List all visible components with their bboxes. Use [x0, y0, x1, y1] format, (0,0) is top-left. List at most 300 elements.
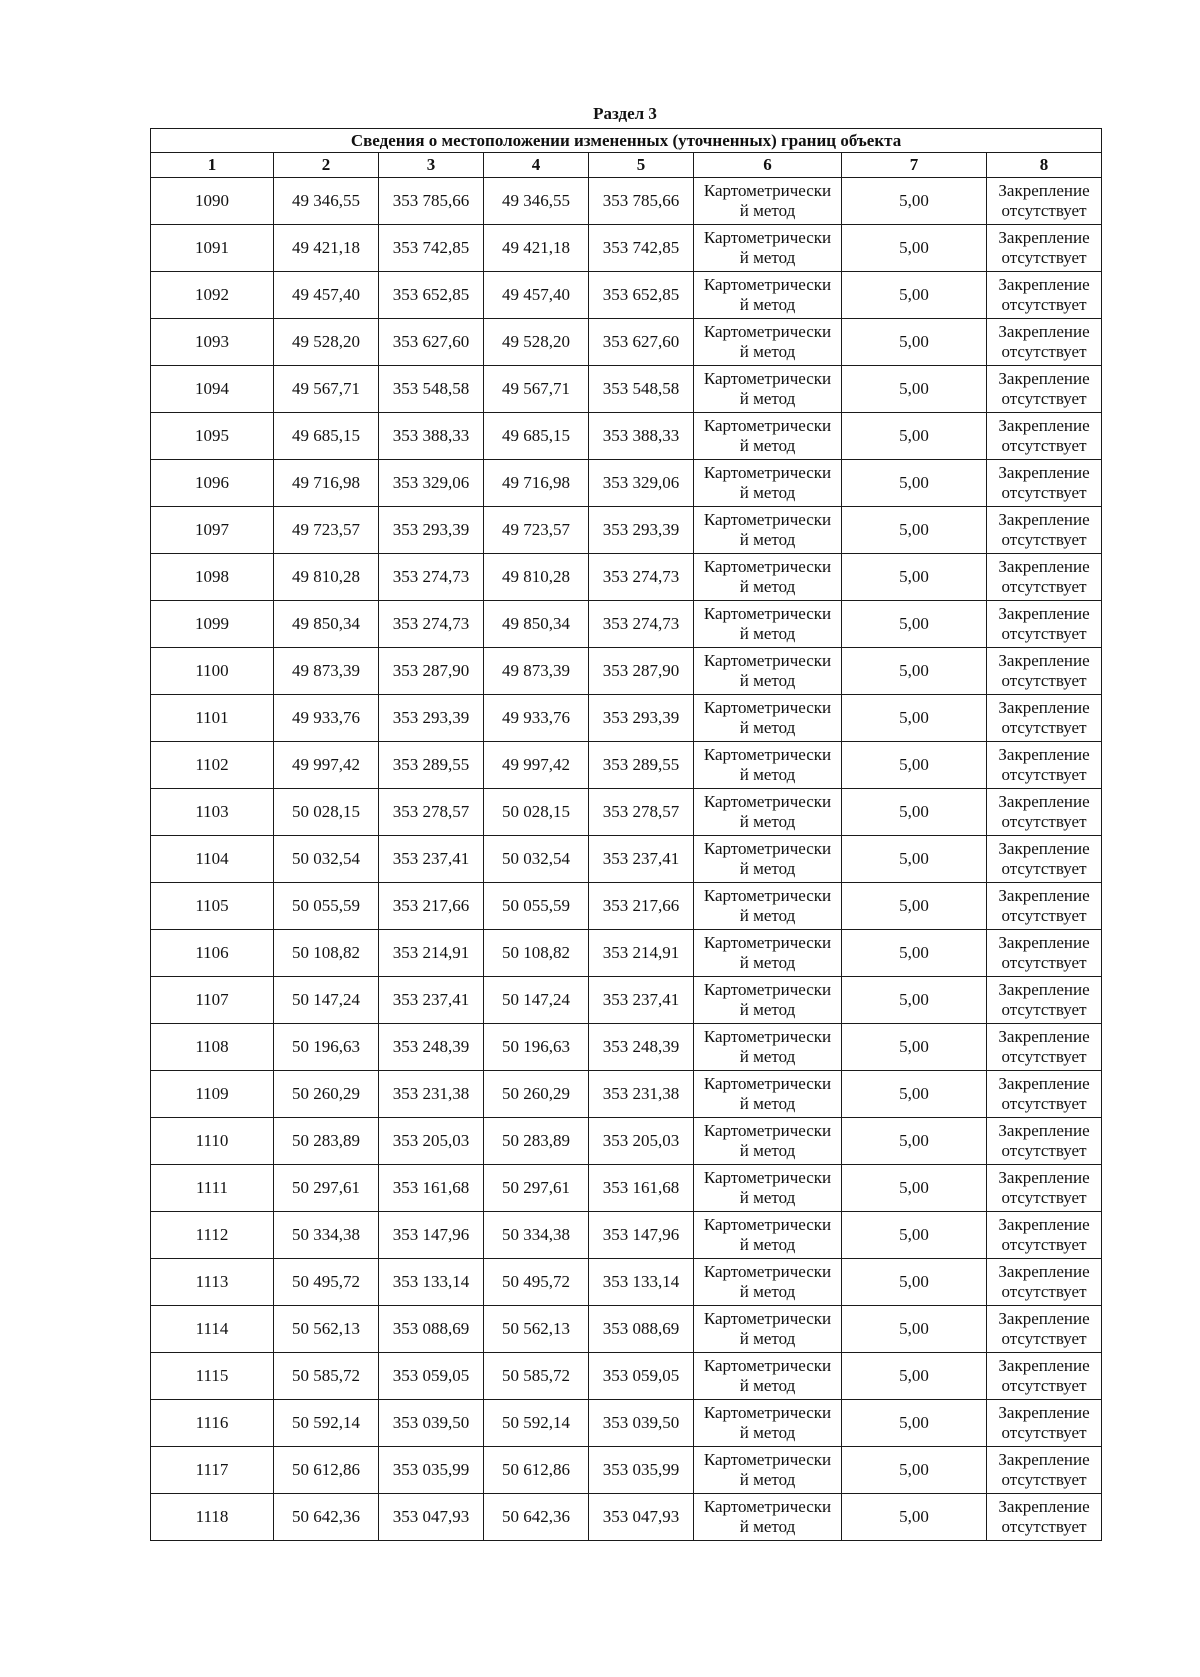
method-text-line: Картометрически [703, 463, 832, 482]
fixing-cell [987, 1165, 1102, 1212]
method-cell [694, 1212, 842, 1259]
existing-x-cell: 50 028,15 [274, 789, 379, 836]
existing-y-cell: 353 088,69 [379, 1306, 484, 1353]
method-text-line: й метод [739, 812, 796, 831]
fixing-cell [987, 1494, 1102, 1541]
existing-y-cell: 353 237,41 [379, 977, 484, 1024]
column-number: 3 [379, 153, 484, 178]
table-row [151, 836, 1102, 883]
existing-x-cell: 49 716,98 [274, 460, 379, 507]
refined-y-cell: 353 287,90 [589, 648, 694, 695]
column-number: 6 [694, 153, 842, 178]
method-text-line: й метод [739, 624, 796, 643]
method-text-line: Картометрически [703, 510, 832, 529]
refined-x-cell: 49 716,98 [484, 460, 589, 507]
existing-x-cell: 50 196,63 [274, 1024, 379, 1071]
point-number-cell: 1100 [151, 648, 274, 695]
method-cell [694, 1400, 842, 1447]
refined-x-cell: 50 108,82 [484, 930, 589, 977]
point-number-cell: 1094 [151, 366, 274, 413]
refined-y-cell: 353 293,39 [589, 695, 694, 742]
accuracy-cell: 5,00 [842, 742, 987, 789]
table-body [151, 178, 1102, 1541]
refined-x-cell: 49 997,42 [484, 742, 589, 789]
accuracy-cell: 5,00 [842, 695, 987, 742]
point-number-cell: 1097 [151, 507, 274, 554]
existing-x-cell: 49 850,34 [274, 601, 379, 648]
existing-y-cell: 353 293,39 [379, 507, 484, 554]
accuracy-cell: 5,00 [842, 366, 987, 413]
point-number-cell: 1099 [151, 601, 274, 648]
refined-y-cell: 353 237,41 [589, 977, 694, 1024]
method-cell [694, 554, 842, 601]
existing-y-cell: 353 217,66 [379, 883, 484, 930]
table-row [151, 789, 1102, 836]
point-number-cell: 1115 [151, 1353, 274, 1400]
refined-y-cell: 353 274,73 [589, 554, 694, 601]
point-number-cell: 1098 [151, 554, 274, 601]
accuracy-cell: 5,00 [842, 178, 987, 225]
boundary-coordinates-table [150, 128, 1102, 1541]
method-text-line: Картометрически [703, 792, 832, 811]
method-cell [694, 648, 842, 695]
fixing-cell [987, 319, 1102, 366]
table-row [151, 977, 1102, 1024]
refined-x-cell: 50 028,15 [484, 789, 589, 836]
refined-y-cell: 353 742,85 [589, 225, 694, 272]
fixing-text-line: отсутствует [1001, 1141, 1087, 1160]
method-text-line: й метод [739, 389, 796, 408]
column-number: 5 [589, 153, 694, 178]
refined-y-cell: 353 293,39 [589, 507, 694, 554]
table-row [151, 695, 1102, 742]
fixing-cell [987, 1212, 1102, 1259]
accuracy-cell: 5,00 [842, 1024, 987, 1071]
refined-x-cell: 50 032,54 [484, 836, 589, 883]
existing-x-cell: 50 297,61 [274, 1165, 379, 1212]
method-text-line: й метод [739, 1047, 796, 1066]
fixing-text-line: Закрепление [998, 416, 1090, 435]
existing-y-cell: 353 035,99 [379, 1447, 484, 1494]
fixing-text-line: Закрепление [998, 698, 1090, 717]
point-number-cell: 1109 [151, 1071, 274, 1118]
fixing-text-line: Закрепление [998, 369, 1090, 388]
fixing-text-line: отсутствует [1001, 765, 1087, 784]
method-text-line: й метод [739, 671, 796, 690]
existing-y-cell: 353 293,39 [379, 695, 484, 742]
column-number: 7 [842, 153, 987, 178]
method-text-line: Картометрически [703, 1027, 832, 1046]
fixing-cell [987, 977, 1102, 1024]
method-text-line: Картометрически [703, 1309, 832, 1328]
fixing-text-line: отсутствует [1001, 295, 1087, 314]
method-cell [694, 1306, 842, 1353]
fixing-text-line: Закрепление [998, 1356, 1090, 1375]
table-row [151, 554, 1102, 601]
fixing-text-line: отсутствует [1001, 953, 1087, 972]
accuracy-cell: 5,00 [842, 1400, 987, 1447]
table-row [151, 1494, 1102, 1541]
existing-x-cell: 50 283,89 [274, 1118, 379, 1165]
refined-x-cell: 50 585,72 [484, 1353, 589, 1400]
method-text-line: Картометрически [703, 1074, 832, 1093]
method-text-line: Картометрически [703, 1262, 832, 1281]
fixing-text-line: Закрепление [998, 181, 1090, 200]
point-number-cell: 1114 [151, 1306, 274, 1353]
fixing-text-line: Закрепление [998, 228, 1090, 247]
method-text-line: Картометрически [703, 1215, 832, 1234]
point-number-cell: 1106 [151, 930, 274, 977]
point-number-cell: 1113 [151, 1259, 274, 1306]
existing-x-cell: 49 457,40 [274, 272, 379, 319]
fixing-text-line: отсутствует [1001, 248, 1087, 267]
table-row [151, 883, 1102, 930]
method-text-line: й метод [739, 1376, 796, 1395]
point-number-cell: 1105 [151, 883, 274, 930]
point-number-cell: 1118 [151, 1494, 274, 1541]
fixing-text-line: отсутствует [1001, 483, 1087, 502]
existing-x-cell: 49 933,76 [274, 695, 379, 742]
method-text-line: й метод [739, 1000, 796, 1019]
fixing-text-line: Закрепление [998, 1309, 1090, 1328]
method-cell [694, 1447, 842, 1494]
refined-x-cell: 49 685,15 [484, 413, 589, 460]
fixing-text-line: отсутствует [1001, 577, 1087, 596]
table-row [151, 1165, 1102, 1212]
accuracy-cell: 5,00 [842, 1212, 987, 1259]
fixing-text-line: Закрепление [998, 557, 1090, 576]
table-row [151, 460, 1102, 507]
refined-y-cell: 353 627,60 [589, 319, 694, 366]
method-cell [694, 460, 842, 507]
existing-y-cell: 353 133,14 [379, 1259, 484, 1306]
refined-x-cell: 50 592,14 [484, 1400, 589, 1447]
refined-y-cell: 353 388,33 [589, 413, 694, 460]
refined-y-cell: 353 161,68 [589, 1165, 694, 1212]
column-number: 1 [151, 153, 274, 178]
fixing-text-line: Закрепление [998, 1262, 1090, 1281]
refined-y-cell: 353 205,03 [589, 1118, 694, 1165]
existing-y-cell: 353 289,55 [379, 742, 484, 789]
point-number-cell: 1093 [151, 319, 274, 366]
point-number-cell: 1104 [151, 836, 274, 883]
method-text-line: Картометрически [703, 604, 832, 623]
refined-y-cell: 353 274,73 [589, 601, 694, 648]
fixing-cell [987, 930, 1102, 977]
method-text-line: й метод [739, 436, 796, 455]
accuracy-cell: 5,00 [842, 413, 987, 460]
accuracy-cell: 5,00 [842, 648, 987, 695]
refined-y-cell: 353 231,38 [589, 1071, 694, 1118]
fixing-text-line: отсутствует [1001, 389, 1087, 408]
point-number-cell: 1111 [151, 1165, 274, 1212]
accuracy-cell: 5,00 [842, 930, 987, 977]
fixing-text-line: Закрепление [998, 1027, 1090, 1046]
method-cell [694, 601, 842, 648]
method-text-line: Картометрически [703, 1121, 832, 1140]
fixing-text-line: отсутствует [1001, 1423, 1087, 1442]
method-cell [694, 178, 842, 225]
table-row [151, 1118, 1102, 1165]
table-row [151, 178, 1102, 225]
accuracy-cell: 5,00 [842, 319, 987, 366]
fixing-text-line: отсутствует [1001, 1470, 1087, 1489]
fixing-cell [987, 742, 1102, 789]
fixing-cell [987, 460, 1102, 507]
existing-y-cell: 353 047,93 [379, 1494, 484, 1541]
accuracy-cell: 5,00 [842, 1118, 987, 1165]
fixing-text-line: Закрепление [998, 322, 1090, 341]
method-cell [694, 1024, 842, 1071]
method-cell [694, 930, 842, 977]
point-number-cell: 1091 [151, 225, 274, 272]
table-row [151, 601, 1102, 648]
method-text-line: Картометрически [703, 1356, 832, 1375]
fixing-text-line: Закрепление [998, 1215, 1090, 1234]
refined-x-cell: 50 495,72 [484, 1259, 589, 1306]
existing-x-cell: 50 055,59 [274, 883, 379, 930]
fixing-cell [987, 883, 1102, 930]
existing-y-cell: 353 388,33 [379, 413, 484, 460]
accuracy-cell: 5,00 [842, 1165, 987, 1212]
method-text-line: й метод [739, 1141, 796, 1160]
fixing-text-line: Закрепление [998, 1074, 1090, 1093]
fixing-text-line: отсутствует [1001, 1188, 1087, 1207]
refined-x-cell: 49 723,57 [484, 507, 589, 554]
method-text-line: й метод [739, 765, 796, 784]
method-cell [694, 225, 842, 272]
accuracy-cell: 5,00 [842, 507, 987, 554]
method-text-line: й метод [739, 483, 796, 502]
point-number-cell: 1107 [151, 977, 274, 1024]
point-number-cell: 1116 [151, 1400, 274, 1447]
fixing-text-line: Закрепление [998, 1121, 1090, 1140]
method-text-line: Картометрически [703, 369, 832, 388]
fixing-text-line: Закрепление [998, 839, 1090, 858]
method-cell [694, 319, 842, 366]
fixing-cell [987, 1118, 1102, 1165]
method-cell [694, 1494, 842, 1541]
table-row [151, 1071, 1102, 1118]
refined-y-cell: 353 039,50 [589, 1400, 694, 1447]
fixing-cell [987, 1353, 1102, 1400]
refined-y-cell: 353 047,93 [589, 1494, 694, 1541]
point-number-cell: 1090 [151, 178, 274, 225]
method-cell [694, 1353, 842, 1400]
fixing-text-line: Закрепление [998, 463, 1090, 482]
table-row [151, 1212, 1102, 1259]
refined-x-cell: 50 260,29 [484, 1071, 589, 1118]
existing-y-cell: 353 248,39 [379, 1024, 484, 1071]
existing-y-cell: 353 627,60 [379, 319, 484, 366]
fixing-text-line: Закрепление [998, 275, 1090, 294]
existing-x-cell: 50 334,38 [274, 1212, 379, 1259]
accuracy-cell: 5,00 [842, 460, 987, 507]
table-row [151, 1306, 1102, 1353]
fixing-text-line: Закрепление [998, 604, 1090, 623]
existing-x-cell: 50 585,72 [274, 1353, 379, 1400]
refined-x-cell: 50 297,61 [484, 1165, 589, 1212]
point-number-cell: 1101 [151, 695, 274, 742]
table-row [151, 648, 1102, 695]
method-text-line: й метод [739, 295, 796, 314]
method-text-line: й метод [739, 1188, 796, 1207]
method-text-line: Картометрически [703, 557, 832, 576]
refined-x-cell: 49 567,71 [484, 366, 589, 413]
method-cell [694, 883, 842, 930]
fixing-text-line: отсутствует [1001, 718, 1087, 737]
table-row [151, 1259, 1102, 1306]
existing-y-cell: 353 147,96 [379, 1212, 484, 1259]
method-cell [694, 695, 842, 742]
fixing-text-line: отсутствует [1001, 1094, 1087, 1113]
method-cell [694, 507, 842, 554]
refined-y-cell: 353 237,41 [589, 836, 694, 883]
method-text-line: Картометрически [703, 322, 832, 341]
method-text-line: й метод [739, 1423, 796, 1442]
fixing-cell [987, 272, 1102, 319]
column-number: 8 [987, 153, 1102, 178]
existing-y-cell: 353 205,03 [379, 1118, 484, 1165]
refined-x-cell: 49 933,76 [484, 695, 589, 742]
refined-y-cell: 353 248,39 [589, 1024, 694, 1071]
existing-x-cell: 49 346,55 [274, 178, 379, 225]
method-text-line: й метод [739, 577, 796, 596]
existing-y-cell: 353 287,90 [379, 648, 484, 695]
method-text-line: й метод [739, 248, 796, 267]
existing-y-cell: 353 231,38 [379, 1071, 484, 1118]
refined-x-cell: 50 196,63 [484, 1024, 589, 1071]
fixing-cell [987, 695, 1102, 742]
fixing-cell [987, 836, 1102, 883]
existing-x-cell: 50 260,29 [274, 1071, 379, 1118]
fixing-cell [987, 1400, 1102, 1447]
accuracy-cell: 5,00 [842, 601, 987, 648]
existing-x-cell: 49 873,39 [274, 648, 379, 695]
fixing-text-line: отсутствует [1001, 436, 1087, 455]
fixing-text-line: отсутствует [1001, 1000, 1087, 1019]
table-row [151, 930, 1102, 977]
fixing-cell [987, 789, 1102, 836]
fixing-cell [987, 507, 1102, 554]
method-cell [694, 1165, 842, 1212]
method-text-line: Картометрически [703, 181, 832, 200]
fixing-text-line: отсутствует [1001, 201, 1087, 220]
accuracy-cell: 5,00 [842, 836, 987, 883]
fixing-text-line: отсутствует [1001, 671, 1087, 690]
method-text-line: Картометрически [703, 275, 832, 294]
fixing-text-line: отсутствует [1001, 342, 1087, 361]
method-text-line: й метод [739, 953, 796, 972]
method-text-line: й метод [739, 859, 796, 878]
fixing-text-line: Закрепление [998, 886, 1090, 905]
point-number-cell: 1103 [151, 789, 274, 836]
fixing-text-line: Закрепление [998, 745, 1090, 764]
point-number-cell: 1117 [151, 1447, 274, 1494]
method-cell [694, 1071, 842, 1118]
method-cell [694, 366, 842, 413]
method-text-line: Картометрически [703, 1450, 832, 1469]
refined-x-cell: 50 055,59 [484, 883, 589, 930]
existing-y-cell: 353 274,73 [379, 601, 484, 648]
method-text-line: й метод [739, 718, 796, 737]
method-cell [694, 742, 842, 789]
method-cell [694, 1259, 842, 1306]
accuracy-cell: 5,00 [842, 1353, 987, 1400]
fixing-cell [987, 554, 1102, 601]
accuracy-cell: 5,00 [842, 272, 987, 319]
fixing-text-line: Закрепление [998, 1168, 1090, 1187]
refined-x-cell: 50 334,38 [484, 1212, 589, 1259]
accuracy-cell: 5,00 [842, 1447, 987, 1494]
refined-x-cell: 49 457,40 [484, 272, 589, 319]
accuracy-cell: 5,00 [842, 1494, 987, 1541]
method-text-line: й метод [739, 1517, 796, 1536]
table-row [151, 507, 1102, 554]
method-text-line: й метод [739, 1235, 796, 1254]
existing-y-cell: 353 039,50 [379, 1400, 484, 1447]
existing-x-cell: 50 032,54 [274, 836, 379, 883]
method-text-line: Картометрически [703, 1403, 832, 1422]
method-text-line: й метод [739, 530, 796, 549]
refined-y-cell: 353 035,99 [589, 1447, 694, 1494]
refined-y-cell: 353 217,66 [589, 883, 694, 930]
existing-x-cell: 50 495,72 [274, 1259, 379, 1306]
existing-x-cell: 49 685,15 [274, 413, 379, 460]
fixing-text-line: Закрепление [998, 510, 1090, 529]
refined-y-cell: 353 289,55 [589, 742, 694, 789]
fixing-cell [987, 225, 1102, 272]
table-row [151, 1024, 1102, 1071]
point-number-cell: 1108 [151, 1024, 274, 1071]
refined-x-cell: 49 850,34 [484, 601, 589, 648]
existing-x-cell: 49 421,18 [274, 225, 379, 272]
fixing-cell [987, 1306, 1102, 1353]
existing-y-cell: 353 214,91 [379, 930, 484, 977]
refined-y-cell: 353 147,96 [589, 1212, 694, 1259]
point-number-cell: 1095 [151, 413, 274, 460]
fixing-text-line: отсутствует [1001, 1329, 1087, 1348]
refined-x-cell: 49 873,39 [484, 648, 589, 695]
refined-y-cell: 353 059,05 [589, 1353, 694, 1400]
fixing-text-line: отсутствует [1001, 812, 1087, 831]
table-row [151, 1353, 1102, 1400]
refined-y-cell: 353 548,58 [589, 366, 694, 413]
existing-y-cell: 353 059,05 [379, 1353, 484, 1400]
accuracy-cell: 5,00 [842, 977, 987, 1024]
existing-x-cell: 50 592,14 [274, 1400, 379, 1447]
refined-x-cell: 49 528,20 [484, 319, 589, 366]
refined-y-cell: 353 785,66 [589, 178, 694, 225]
table-row [151, 742, 1102, 789]
method-text-line: й метод [739, 342, 796, 361]
method-cell [694, 789, 842, 836]
accuracy-cell: 5,00 [842, 789, 987, 836]
method-text-line: Картометрически [703, 745, 832, 764]
table-row [151, 413, 1102, 460]
fixing-text-line: Закрепление [998, 1403, 1090, 1422]
column-number-row [151, 153, 1102, 178]
existing-y-cell: 353 237,41 [379, 836, 484, 883]
table-row [151, 366, 1102, 413]
refined-y-cell: 353 214,91 [589, 930, 694, 977]
column-number: 4 [484, 153, 589, 178]
fixing-cell [987, 366, 1102, 413]
accuracy-cell: 5,00 [842, 554, 987, 601]
method-text-line: Картометрически [703, 933, 832, 952]
method-text-line: й метод [739, 1282, 796, 1301]
fixing-cell [987, 1447, 1102, 1494]
